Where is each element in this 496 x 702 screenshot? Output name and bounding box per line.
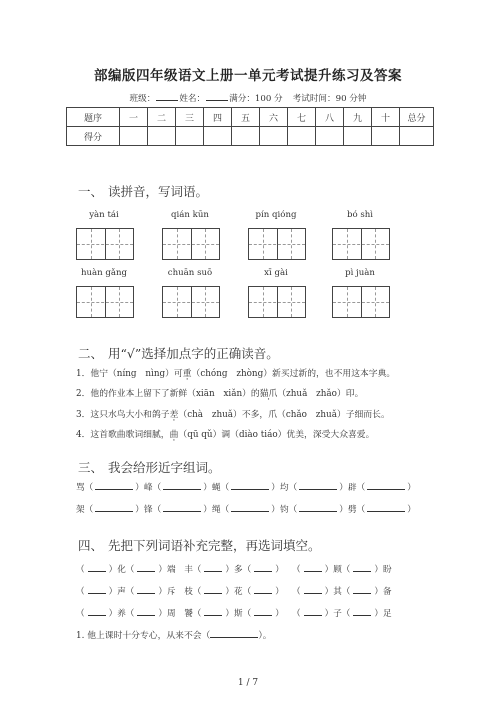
header-cell: 八 [316, 108, 344, 127]
reading-question: 3．这只水鸟大小和鸽子差（chà zhuǎ）不多，爪（chǎo zhuǎ）子细而长。 [76, 410, 390, 420]
idiom-row: （ ）化（ ）端 丰（ ）多（ ） （ ）顾（ ）盼 [76, 562, 392, 575]
word-group-row: 架（ ）锋（ ）绳（ ）钧（ ）劈（ ） [76, 502, 416, 515]
idiom-row: （ ）养（ ）周 饕（ ）斯（ ） （ ）子（ ）足 [76, 606, 392, 619]
pinyin-label: huàn gǎng [80, 268, 128, 278]
score-cell[interactable] [148, 127, 176, 146]
header-cell: 二 [148, 108, 176, 127]
score-cell[interactable] [176, 127, 204, 146]
writing-grid[interactable] [76, 286, 134, 318]
writing-grid[interactable] [332, 286, 390, 318]
score-cell[interactable] [288, 127, 316, 146]
writing-grid[interactable] [76, 228, 134, 260]
header-cell: 四 [204, 108, 232, 127]
score-cell[interactable] [260, 127, 288, 146]
score-cell[interactable] [344, 127, 372, 146]
score-row [67, 127, 434, 146]
pinyin-label: pín qióng [255, 210, 297, 220]
header-cell: 三 [176, 108, 204, 127]
score-row-label: 得分 [67, 127, 120, 146]
full-score: 满分：100 分 [229, 94, 283, 104]
class-label: 班级： [129, 94, 156, 104]
name-blank [206, 91, 228, 101]
pinyin-label: yàn tái [89, 210, 119, 220]
score-table [66, 107, 434, 146]
header-cell: 一 [120, 108, 148, 127]
score-cell[interactable] [400, 127, 434, 146]
section-4-heading: 四、 先把下列词语补充完整，再选词填空。 [78, 538, 321, 553]
header-cell: 六 [260, 108, 288, 127]
word-group-row: 骂（ ）峰（ ）蝇（ ）均（ ）辟（ ） [76, 480, 416, 493]
score-cell[interactable] [316, 127, 344, 146]
pinyin-label: pì juàn [345, 268, 375, 278]
writing-grid[interactable] [248, 228, 306, 260]
score-cell[interactable] [204, 127, 232, 146]
fill-question: 1. 他上课时十分专心，从来不会（ ）。 [76, 628, 272, 641]
reading-question: 2．他的作业本上留下了新鲜（xiān xiǎn）的猫爪（zhuǎ zhǎo）印。 [76, 389, 364, 399]
score-cell[interactable] [120, 127, 148, 146]
exam-time: 考试时间：90 分钟 [292, 94, 367, 104]
name-label: 姓名： [179, 94, 206, 104]
writing-grid[interactable] [162, 286, 220, 318]
header-cell: 五 [232, 108, 260, 127]
class-blank [156, 91, 178, 101]
score-cell[interactable] [232, 127, 260, 146]
writing-grid[interactable] [332, 228, 390, 260]
idiom-row: （ ）声（ ）斥 枝（ ）花（ ） （ ）其（ ）备 [76, 584, 392, 597]
reading-question: 1．他宁（níng nìng）可重（chóng zhòng）新买过新的，也不用这本字典。 [76, 369, 396, 379]
pinyin-label: xī gài [264, 268, 288, 278]
section-1-heading: 一、 读拼音，写词语。 [78, 184, 209, 199]
header-cell: 题序 [67, 108, 120, 127]
header-cell: 九 [344, 108, 372, 127]
section-2-heading: 二、 用“√”选择加点字的正确读音。 [78, 346, 279, 361]
page-number: 1 / 7 [237, 678, 259, 688]
score-header-row [67, 108, 434, 127]
header-cell: 七 [288, 108, 316, 127]
writing-grid[interactable] [248, 286, 306, 318]
header-cell: 十 [372, 108, 400, 127]
pinyin-label: bó shì [346, 210, 374, 220]
exam-meta [0, 91, 496, 104]
pinyin-label: chuān suō [167, 268, 213, 278]
score-cell[interactable] [372, 127, 400, 146]
reading-question: 4．这首歌曲歌词细腻，曲（qū qǔ）调（diào tiáo）优美，深受大众喜爱。 [76, 430, 375, 440]
page-title: 部编版四年级语文上册一单元考试提升练习及答案 [94, 68, 402, 84]
writing-grid[interactable] [162, 228, 220, 260]
header-cell: 总分 [400, 108, 434, 127]
section-3-heading: 三、 我会给形近字组词。 [78, 460, 221, 475]
pinyin-label: qián kūn [171, 210, 209, 220]
